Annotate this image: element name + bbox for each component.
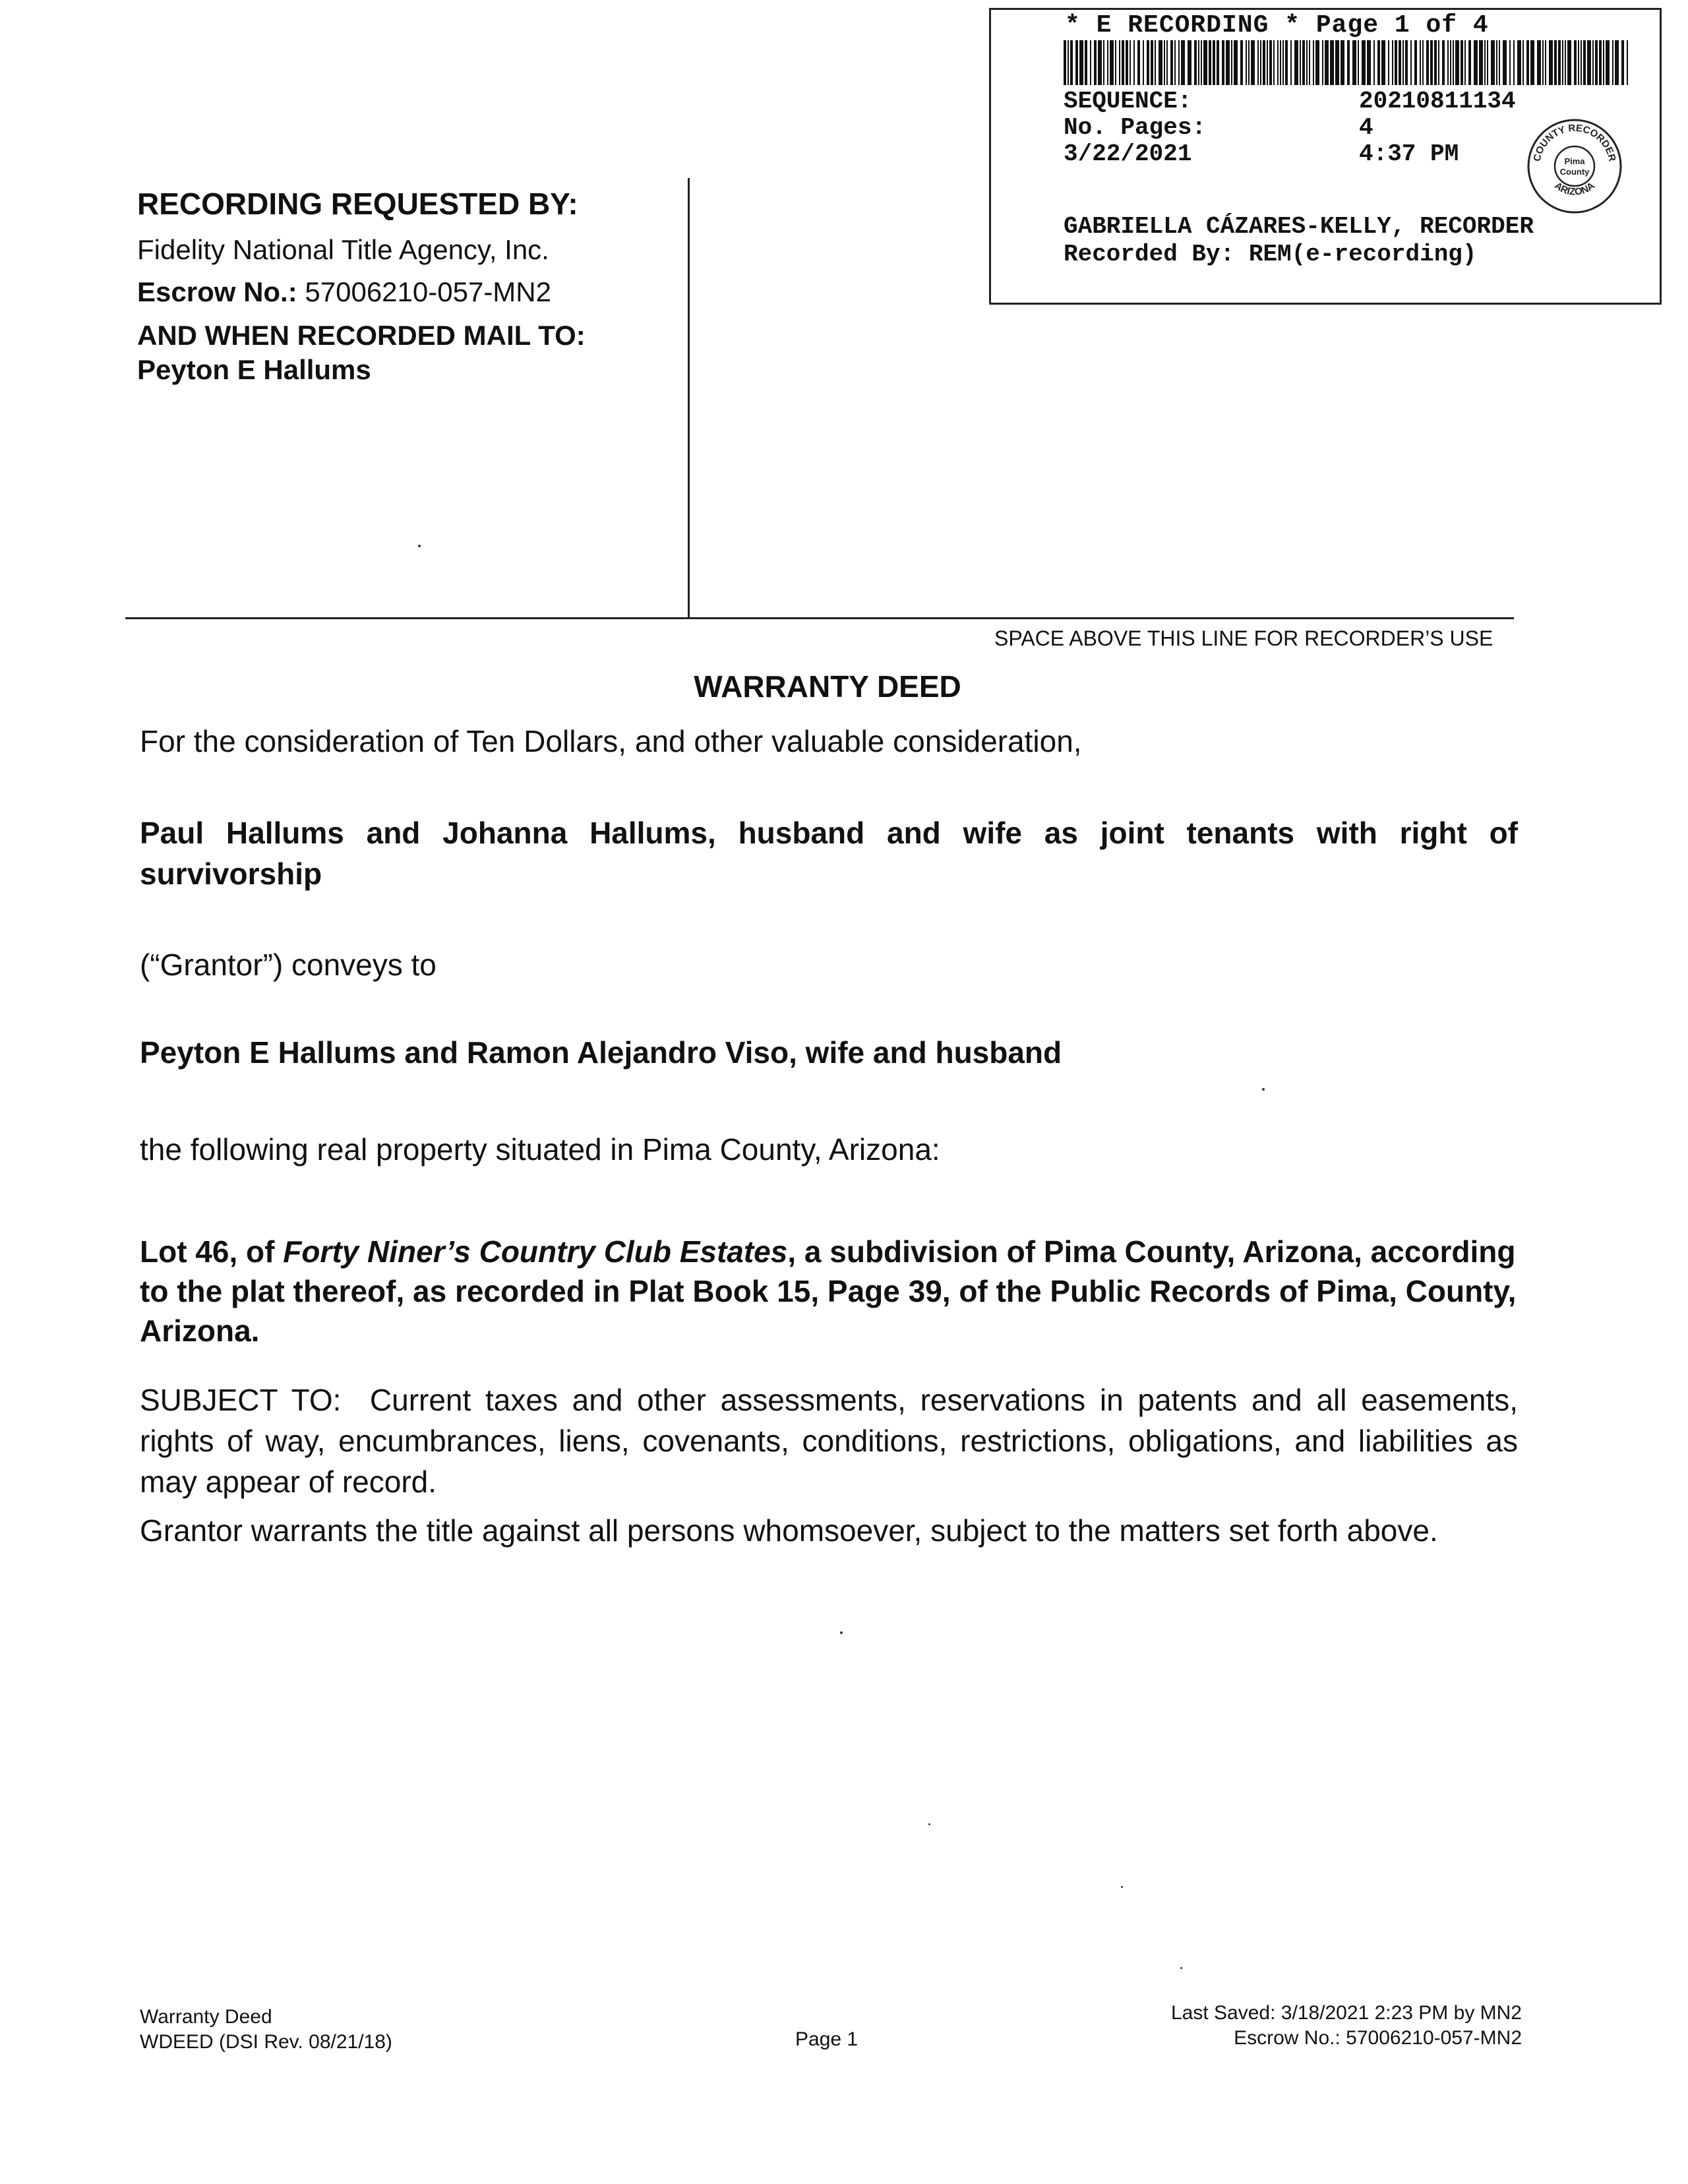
warranty-clause: Grantor warrants the title against all persons whomsoever, subject to the matters set forth above. [140,1513,1438,1548]
escrow-label: Escrow No.: [137,276,297,307]
recording-requested-by-label: RECORDING REQUESTED BY: [137,187,578,221]
scan-speck [1262,1088,1265,1091]
svg-text:ARIZONA: ARIZONA [1552,180,1597,198]
recorder-stamp [989,8,1662,305]
legal-description [140,1232,1518,1350]
footer-form-name: Warranty Deed [140,2006,272,2028]
legal-part-2: , a subdivision of Pima County, Arizona, according to the plat thereof, as recorded in Plat Book 15, Page 39, of the Public Records of Pima, County, Arizona. [140,1234,1517,1348]
footer-page-number: Page 1 [795,2028,859,2050]
recorder-name: GABRIELLA CÁZARES-KELLY, RECORDER [1064,213,1534,240]
recording-time: 4:37 PM [1359,140,1459,167]
property-intro: the following real property situated in Pima County, Arizona: [140,1132,940,1167]
mail-to-value: Peyton E Hallums [137,354,371,385]
subject-to-clause: SUBJECT TO: Current taxes and other assessments, reservations in patents and all easements, rights of way, encumbrances, liens, covenants, conditions, restrictions, obligations, and liabilities as may appear of record. [140,1383,1526,1499]
recording-date: 3/22/2021 [1064,140,1192,167]
recording-divider-vertical [688,178,690,619]
legal-part-1: Lot 46, of [140,1234,284,1269]
pages-label: No. Pages: [1064,114,1207,141]
grantee-names: Peyton E Hallums and Ramon Alejandro Viso, wife and husband [140,1035,1062,1070]
barcode [1064,40,1631,85]
recorder-space-line [125,617,1514,619]
stamp-header: * E RECORDING * Page 1 of 4 [1065,11,1489,40]
sequence-label: SEQUENCE: [1064,88,1192,115]
scan-speck [1121,1886,1123,1888]
scan-speck [418,545,421,547]
svg-text:COUNTY RECORDER: COUNTY RECORDER [1531,122,1618,163]
footer-last-saved: Last Saved: 3/18/2021 2:23 PM by MN2 [1171,2002,1522,2024]
consideration-clause: For the consideration of Ten Dollars, and other valuable consideration, [140,724,1082,758]
scan-speck [1180,1967,1182,1969]
footer-save-info [1171,2001,1522,2051]
escrow-number-row [137,276,551,309]
pages-value: 4 [1359,114,1373,141]
footer-escrow: Escrow No.: 57006210-057-MN2 [1234,2027,1522,2049]
svg-text:Pima: Pima [1564,156,1585,166]
grantor-names: Paul Hallums and Johanna Hallums, husband and wife as joint tenants with right of survivorship [140,816,1518,891]
subdivision-name: Forty Niner’s Country Club Estates [283,1234,788,1269]
recording-requested-by-value: Fidelity National Title Agency, Inc. [137,234,549,265]
document-title: WARRANTY DEED [694,669,961,704]
footer-form-info [140,2005,392,2055]
county-seal-icon [1525,117,1624,216]
scan-speck [928,1823,930,1825]
recorder-space-note: SPACE ABOVE THIS LINE FOR RECORDER’S USE [994,626,1493,650]
footer-form-rev: WDEED (DSI Rev. 08/21/18) [140,2031,392,2053]
conveyance-clause: (“Grantor”) conveys to [140,948,437,982]
recorded-by: Recorded By: REM(e-recording) [1064,241,1477,268]
sequence-value: 20210811134 [1359,88,1516,115]
mail-to-label: AND WHEN RECORDED MAIL TO: [137,320,586,351]
svg-text:County: County [1559,167,1590,177]
escrow-value: 57006210-057-MN2 [305,276,551,307]
scan-speck [840,1631,843,1634]
